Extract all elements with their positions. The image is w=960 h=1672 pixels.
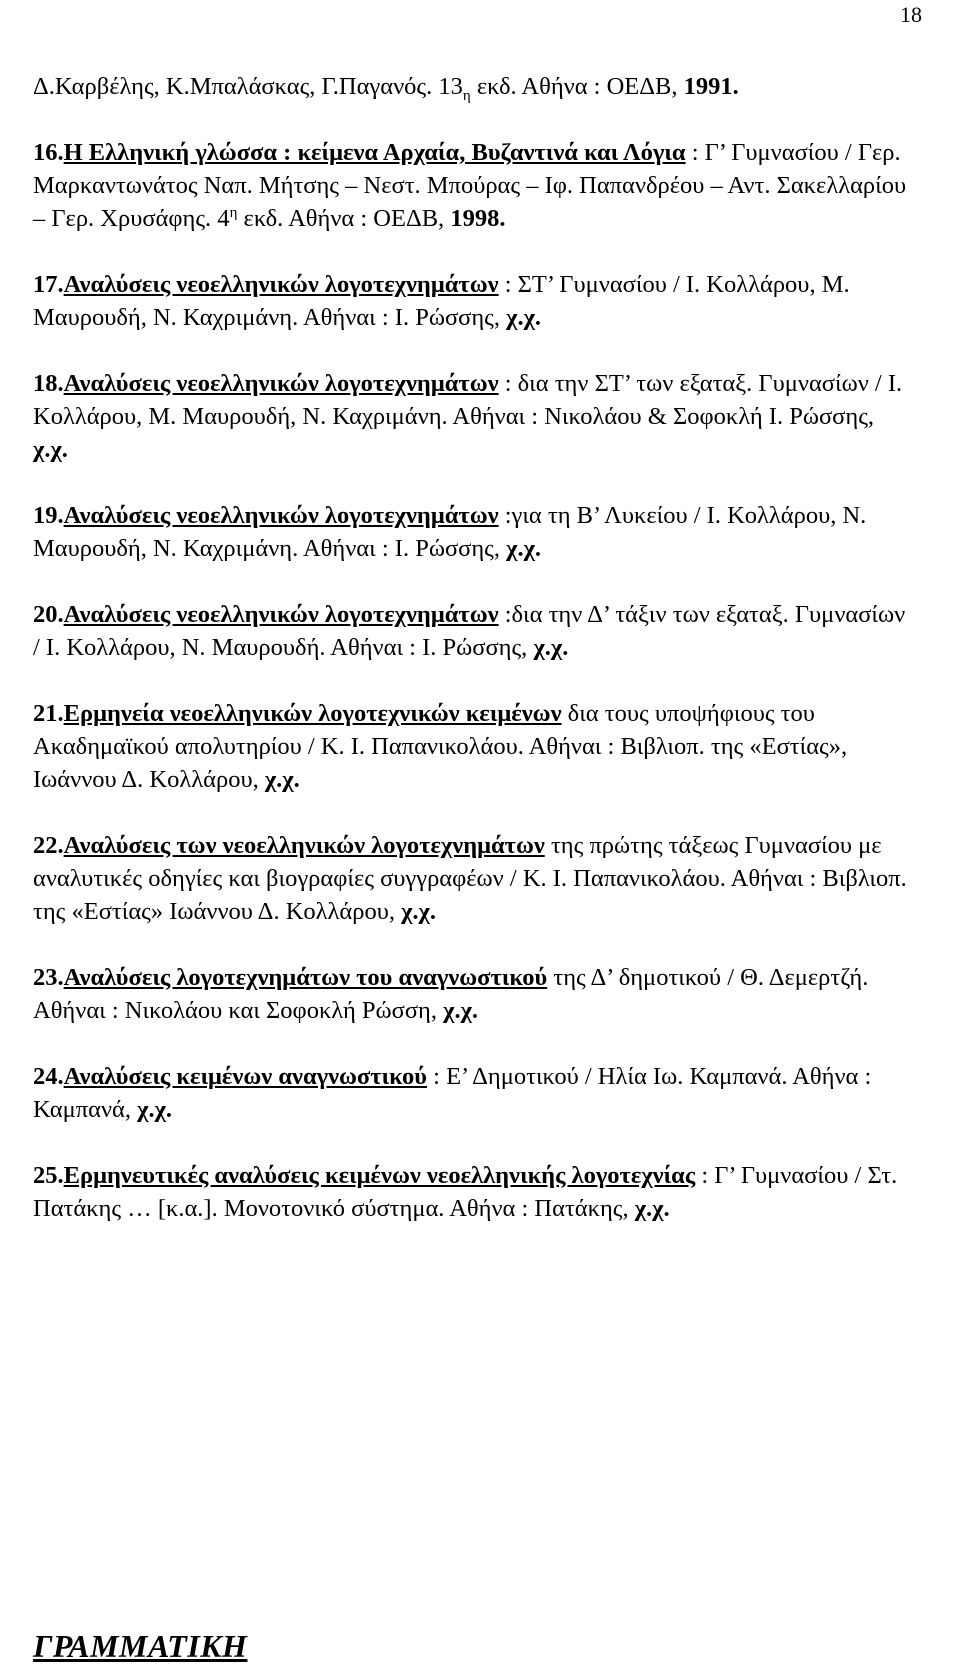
entry-title: Αναλύσεις νεοελληνικών λογοτεχνημάτων — [63, 601, 499, 628]
superscript: η — [229, 204, 238, 221]
entry-text: : Γ’ Γυμνασίου / Γερ. Μαρκαντωνάτος Ναπ. Μήτσης – Νεστ. Μπούρας – Ιφ. Παπανδρέου – Αντ. Σακελλαρίου – Γερ. Χρυσάφης. 4 — [33, 139, 907, 232]
entry-title: Αναλύσεις νεοελληνικών λογοτεχνημάτων — [63, 502, 499, 529]
entry-text: :δια την Δ’ τάξιν των εξαταξ. Γυμνασίων / Ι. Κολλάρου, Ν. Μαυρουδή. Αθήναι : Ι. Ρώσσης, — [33, 601, 906, 661]
entry-year: χ.χ. — [137, 1096, 173, 1123]
entry-title: Αναλύσεις νεοελληνικών λογοτεχνημάτων — [63, 271, 499, 298]
entry-text: εκδ. Αθήνα : ΟΕΔΒ, — [237, 205, 451, 232]
entry-year: χ.χ. — [401, 898, 436, 925]
entry-number: 21. — [33, 700, 64, 727]
entry-year: χ.χ. — [443, 997, 479, 1024]
entry-number: 17. — [33, 271, 64, 298]
entry-year: χ.χ. — [264, 766, 300, 793]
bibliography-entry-16 — [33, 136, 913, 235]
entry-year: χ.χ. — [506, 304, 542, 331]
entry-number: 19. — [33, 502, 64, 529]
entry-text: Δ.Καρβέλης, Κ.Μπαλάσκας, Γ.Παγανός. 13 — [33, 73, 463, 100]
entry-year: χ.χ. — [506, 535, 542, 562]
entry-number: 24. — [33, 1063, 64, 1090]
entry-text: εκδ. Αθήνα : ΟΕΔΒ, — [470, 73, 684, 100]
bibliography-entry-21 — [33, 697, 913, 796]
bibliography-entry-17 — [33, 268, 913, 334]
entry-number: 20. — [33, 601, 64, 628]
page-number: 18 — [900, 2, 922, 27]
entry-text: : δια την ΣΤ’ των εξαταξ. Γυμνασίων / Ι. Κολλάρου, Μ. Μαυρουδή, Ν. Καχριμάνη. Αθήναι : Νικολάου & Σοφοκλή Ι. Ρώσσης, — [33, 370, 903, 430]
entry-text: της πρώτης τάξεως Γυμνασίου με αναλυτικές οδηγίες και βιογραφίες συγγραφέων / Κ. Ι. Παπανικολάου. Αθήναι : Βιβλιοπ. της «Εστίας» Ιωάννου Δ. Κολλάρου, — [33, 832, 907, 925]
entry-year: 1998. — [450, 205, 506, 232]
entry-year: χ.χ. — [634, 1195, 670, 1222]
bibliography-entry-23 — [33, 961, 913, 1027]
entry-title: Αναλύσεις των νεοελληνικών λογοτεχνημάτων — [63, 832, 545, 859]
entry-title: Αναλύσεις νεοελληνικών λογοτεχνημάτων — [63, 370, 499, 397]
entry-number: 16. — [33, 139, 64, 166]
bibliography-entry-18 — [33, 367, 913, 466]
bibliography-list — [33, 70, 913, 1258]
entry-number: 22. — [33, 832, 64, 859]
bibliography-entry-22 — [33, 829, 913, 928]
entry-title: Ερμηνεία νεοελληνικών λογοτεχνικών κειμένων — [63, 700, 562, 727]
superscript: η — [462, 87, 471, 104]
entry-text: :για τη Β’ Λυκείου / Ι. Κολλάρου, Ν. Μαυρουδή, Ν. Καχριμάνη. Αθήναι : Ι. Ρώσσης, — [33, 502, 867, 562]
entry-year: χ.χ. — [533, 634, 569, 661]
entry-title: Αναλύσεις λογοτεχνημάτων του αναγνωστικού — [63, 964, 548, 991]
bibliography-entry-24 — [33, 1060, 913, 1126]
entry-text: : ΣΤ’ Γυμνασίου / Ι. Κολλάρου, Μ. Μαυρουδή, Ν. Καχριμάνη. Αθήναι : Ι. Ρώσσης, — [33, 271, 850, 331]
section-heading: ΓΡΑΜΜΑΤΙΚΗ — [33, 1628, 248, 1664]
entry-title: Η Ελληνική γλώσσα : κείμενα Αρχαία, Βυζαντινά και Λόγια — [63, 139, 686, 166]
entry-text: δια τους υποψήφιους του Ακαδημαϊκού απολυτηρίου / Κ. Ι. Παπανικολάου. Αθήναι : Βιβλιοπ. της «Εστίας», Ιωάννου Δ. Κολλάρου, — [33, 700, 848, 793]
entry-year: χ.χ. — [33, 436, 68, 463]
entry-text: της Δ’ δημοτικού / Θ. Δεμερτζή. Αθήναι : Νικολάου και Σοφοκλή Ρώσση, — [33, 964, 869, 1024]
bibliography-entry-25 — [33, 1159, 913, 1225]
entry-number: 25. — [33, 1162, 64, 1189]
bibliography-entry-19 — [33, 499, 913, 565]
entry-text: : Γ’ Γυμνασίου / Στ. Πατάκης … [κ.α.]. Μονοτονικό σύστημα. Αθήνα : Πατάκης, — [33, 1162, 898, 1222]
entry-title: Αναλύσεις κειμένων αναγνωστικού — [63, 1063, 428, 1090]
bibliography-entry-20 — [33, 598, 913, 664]
entry-title: Ερμηνευτικές αναλύσεις κειμένων νεοελληνικής λογοτεχνίας — [63, 1162, 696, 1189]
entry-number: 23. — [33, 964, 64, 991]
entry-text: : Ε’ Δημοτικού / Ηλία Ιω. Καμπανά. Αθήνα : Καμπανά, — [33, 1063, 872, 1123]
entry-year: 1991. — [683, 73, 739, 100]
entry-number: 18. — [33, 370, 64, 397]
bibliography-entry-continued — [33, 70, 913, 103]
